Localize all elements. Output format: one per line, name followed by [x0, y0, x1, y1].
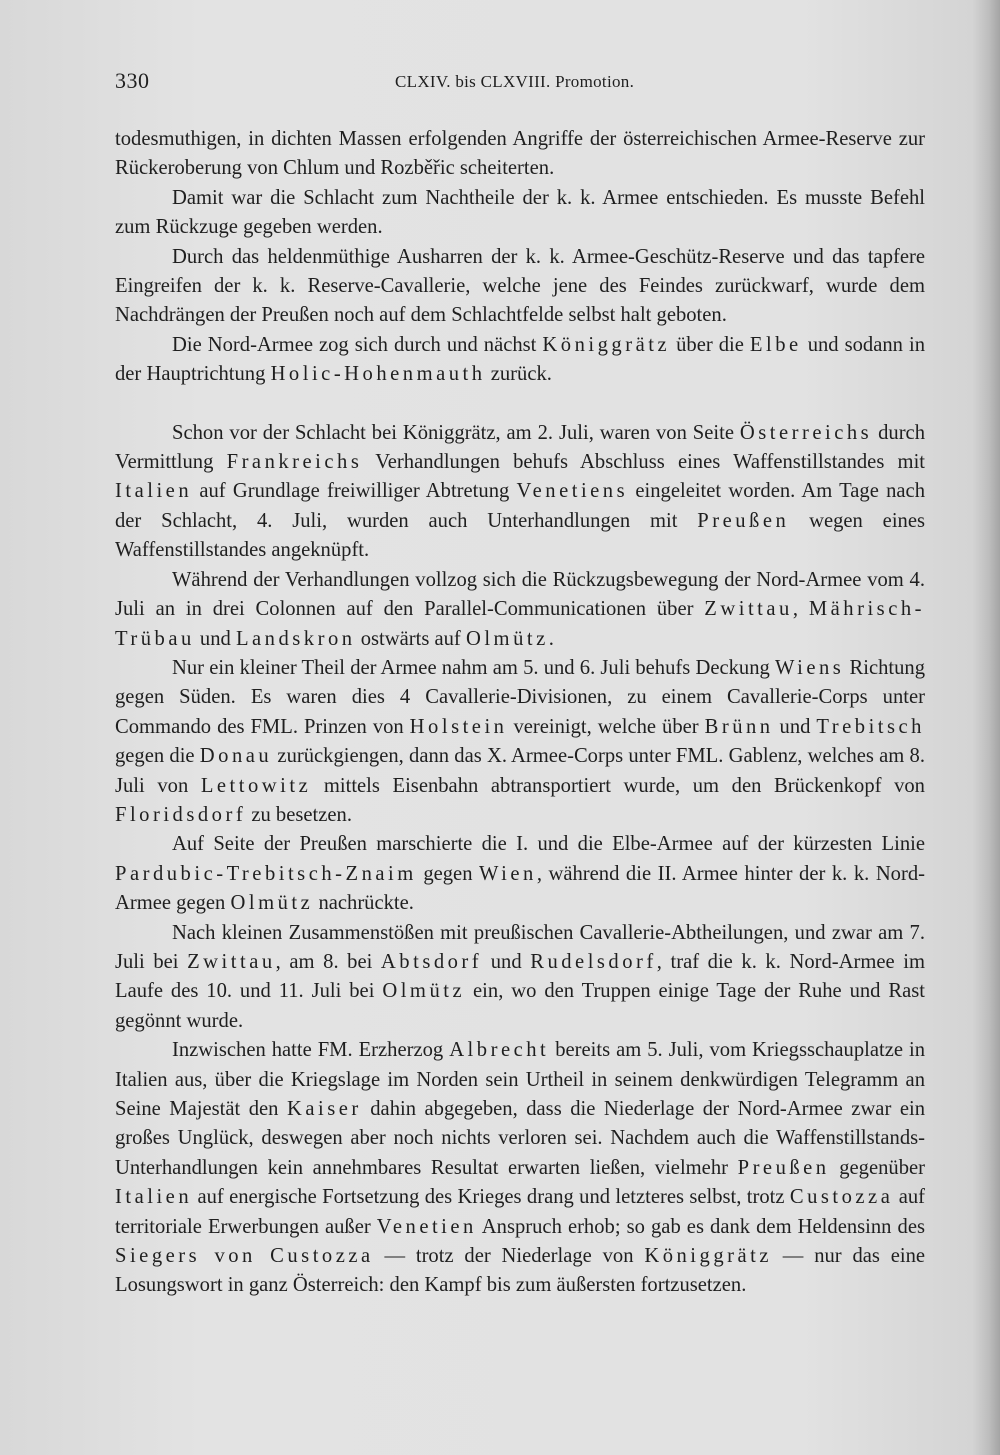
- text-run: vereinigt, welche über: [507, 715, 705, 738]
- paragraph: [115, 331, 925, 390]
- text-run: Die Nord-Armee zog sich durch und nächst: [172, 333, 543, 356]
- page-edge-shadow: [972, 0, 1000, 1455]
- spaced-name: Preußen: [737, 1156, 830, 1179]
- paragraph: [115, 566, 925, 654]
- spaced-name: Österreichs: [739, 421, 873, 444]
- text-run: auf Grundlage freiwilliger Abtretung: [192, 480, 517, 503]
- spaced-name: Elbe: [749, 333, 802, 356]
- text-run: und: [194, 627, 236, 650]
- page-number: 330: [115, 68, 150, 93]
- text-run: Damit war die Schlacht zum Nachtheile der k. k. Armee entschieden. Es musste Befehl zum Rückzuge gegeben werden.: [115, 186, 925, 239]
- text-run: Richtung gegen Süden. Es waren dies 4 Cavallerie-Divisionen, zu einem Cavallerie-Corps unter Commando des FML. Prinzen von: [115, 656, 925, 738]
- paragraph: [115, 125, 925, 184]
- paragraph: [115, 654, 925, 830]
- text-run: ostwärts auf: [355, 627, 466, 650]
- text-run: mittels Eisenbahn abtransportiert wurde, um den Brückenkopf von: [311, 774, 925, 797]
- spaced-name: Brünn: [704, 715, 774, 738]
- text-run: gegenüber: [829, 1156, 925, 1179]
- text-run: gegen: [416, 862, 480, 885]
- text-run: Nur ein kleiner Theil der Armee nahm am 5. und 6. Juli behufs Deckung: [172, 656, 775, 679]
- spaced-name: Mährisch-Trübau: [115, 598, 925, 650]
- text-run: .: [548, 627, 554, 650]
- text-run: und: [773, 715, 817, 738]
- spaced-name: Trebitsch: [816, 715, 925, 738]
- text-run: zurück.: [485, 363, 552, 386]
- spaced-name: Floridsdorf: [115, 803, 247, 826]
- text-run: — trotz der Niederlage von: [373, 1245, 645, 1268]
- page-header: [115, 68, 925, 98]
- spaced-name: Wiens: [775, 656, 845, 679]
- text-run: und sodann in der Hauptrichtung: [115, 333, 925, 386]
- spaced-name: Holstein: [409, 715, 508, 738]
- spaced-name: Königgrätz: [644, 1245, 772, 1268]
- text-run: bereits am 5. Juli, vom Kriegsschauplatze in Italien aus, über die Kriegslage im Norden sein Urtheil in seinem denkwürdigen Telegramm an Seine Majestät den: [115, 1039, 925, 1120]
- spaced-name: Italien: [115, 1186, 193, 1209]
- spaced-name: Lettowitz: [200, 774, 312, 797]
- text-run: Anspruch erhob; so gab es dank dem Heldensinn des: [476, 1215, 925, 1238]
- spaced-name: Albrecht: [449, 1039, 550, 1062]
- spaced-name: Zwittau: [704, 598, 793, 621]
- spaced-name: Venetien: [376, 1215, 477, 1238]
- text-run: über die: [670, 333, 750, 356]
- text-run: ,: [792, 598, 809, 621]
- spaced-name: Italien: [115, 480, 193, 503]
- text-run: Inzwischen hatte FM. Erzherzog: [172, 1039, 450, 1062]
- text-run: Auf Seite der Preußen marschierte die I. und die Elbe-Armee auf der kürzesten Linie: [172, 833, 925, 856]
- spaced-name: Venetiens: [516, 480, 629, 503]
- spaced-name: Zwittau: [187, 950, 276, 973]
- text-run: , während die II. Armee hinter der k. k. Nord-Armee gegen: [115, 862, 925, 915]
- text-run: nachrückte.: [313, 892, 414, 915]
- paragraph: [115, 1036, 925, 1301]
- spaced-name: Frankreichs: [226, 451, 363, 474]
- text-run: Nach kleinen Zusammenstößen mit preußischen Cavallerie-Abtheilungen, und zwar am 7. Juli bei: [115, 921, 925, 973]
- text-run: wegen eines Waffenstillstandes angeknüpft.: [115, 509, 925, 562]
- paragraph: [115, 919, 925, 1037]
- text-run: auf territoriale Erwerbungen außer: [115, 1186, 925, 1238]
- paragraph: [115, 184, 925, 243]
- text-run: zurückgiengen, dann das X. Armee-Corps unter FML. Gablenz, welches am 8. Juli von: [115, 745, 925, 797]
- spaced-name: Olmütz: [382, 980, 466, 1003]
- text-run: auf energische Fortsetzung des Krieges drang und letzteres selbst, trotz: [192, 1186, 790, 1209]
- text-run: Durch das heldenmüthige Ausharren der k. k. Armee-Geschütz-Reserve und das tapfere Eingreifen der k. k. Reserve-Cavallerie, welche jene des Feindes zurückwarf, wurde dem Nachdrängen der Preußen noch auf dem Schlachtfelde selbst halt geboten.: [115, 245, 925, 327]
- spaced-name: Donau: [199, 745, 273, 768]
- text-run: , traf die k. k. Nord-Armee im Laufe des 10. und 11. Juli bei: [115, 950, 925, 1003]
- text-run: Während der Verhandlungen vollzog sich die Rückzugsbewegung der Nord-Armee vom 4. Juli an in drei Colonnen auf den Parallel-Communicationen über: [115, 568, 925, 621]
- spaced-name: Abtsdorf: [380, 950, 483, 973]
- text-run: , am 8. bei: [275, 950, 381, 973]
- text-run: — nur das eine Losungswort in ganz Österreich: den Kampf bis zum äußersten fortzusetzen.: [115, 1245, 926, 1297]
- text-run: dahin abgegeben, dass die Niederlage der Nord-Armee zwar ein großes Unglück, deswegen aber noch nichts verloren sei. Nachdem auch die Waffenstillstands-Unterhandlungen kein annehmbares Resultat erwarten ließen, vielmehr: [115, 1098, 925, 1179]
- body-text: [115, 125, 925, 1301]
- text-run: zu besetzen.: [246, 803, 352, 826]
- text-run: Verhandlungen behufs Abschluss eines Waffenstillstandes mit: [362, 451, 926, 474]
- spaced-name: Landskron: [235, 627, 356, 650]
- text-run: todesmuthigen, in dichten Massen erfolgenden Angriffe der österreichischen Armee-Reserve zur Rückeroberung von Chlum und Rozběřic scheiterten.: [115, 128, 925, 180]
- paragraph: [115, 419, 925, 566]
- text-run: und: [482, 950, 531, 973]
- text-run: Schon vor der Schlacht bei Königgrätz, am 2. Juli, waren von Seite: [172, 421, 740, 444]
- text-run: eingeleitet worden. Am Tage nach der Schlacht, 4. Juli, wurden auch Unterhandlungen mit: [115, 480, 925, 532]
- spaced-name: Custozza: [789, 1186, 894, 1209]
- running-head: CLXIV. bis CLXVIII. Promotion.: [395, 72, 635, 91]
- paragraph: [115, 243, 925, 331]
- spaced-name: Siegers von Custozza: [115, 1245, 374, 1268]
- paragraph: [115, 830, 925, 918]
- spaced-name: Kaiser: [286, 1098, 362, 1120]
- spaced-name: Preußen: [697, 509, 790, 532]
- spaced-name: Pardubic-Trebitsch-Znaim: [115, 862, 417, 885]
- text-run: durch Vermittlung: [115, 421, 925, 474]
- spaced-name: Königgrätz: [542, 333, 671, 356]
- spaced-name: Wien: [479, 862, 537, 885]
- spaced-name: Holic-Hohenmauth: [270, 363, 486, 386]
- spaced-name: Olmütz: [230, 892, 314, 915]
- spaced-name: Rudelsdorf: [530, 950, 657, 973]
- text-run: gegen die: [115, 745, 200, 768]
- spaced-name: Olmütz: [465, 627, 549, 650]
- text-run: ein, wo den Truppen einige Tage der Ruhe und Rast gegönnt wurde.: [115, 980, 925, 1032]
